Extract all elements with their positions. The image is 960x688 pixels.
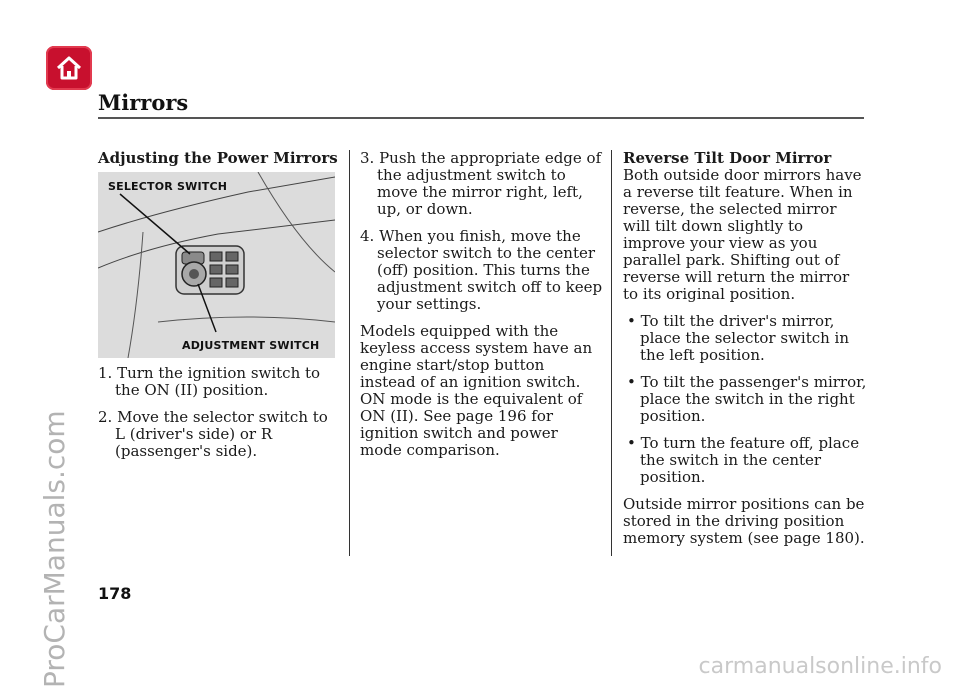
page-number: 178 xyxy=(98,584,132,603)
column-divider-1 xyxy=(349,150,350,556)
heading-adjusting-power-mirrors: Adjusting the Power Mirrors xyxy=(98,149,338,167)
mirror-switch-illustration xyxy=(98,172,335,358)
memory-system-note: Outside mirror positions can be stored in the driving position memory system (see page 180). xyxy=(623,495,865,547)
step-2: 2. Move the selector switch to L (driver's side) or R (passenger's side). xyxy=(98,408,328,460)
keyless-access-note: Models equipped with the keyless access system have an engine start/stop button instead of an ignition switch. ON mode is the equivalent of ON (II). See page 196 for ignition switch and power mode comparison. xyxy=(360,322,593,459)
selector-switch-label: SELECTOR SWITCH xyxy=(108,180,228,193)
step-4: 4. When you finish, move the selector switch to the center (off) position. This turns the adjustment switch off to keep your settings. xyxy=(360,227,603,313)
reverse-tilt-intro: Both outside door mirrors have a reverse tilt feature. When in reverse, the selected mirror will tilt down slightly to improve your view as you parallel park. Shifting out of reverse will return the mirror to its original position. xyxy=(623,166,862,303)
column-divider-2 xyxy=(611,150,612,556)
column-2 xyxy=(360,150,604,469)
heading-reverse-tilt: Reverse Tilt Door Mirror xyxy=(623,149,832,167)
column-1-steps xyxy=(98,365,338,470)
bullet-driver-mirror: • To tilt the driver's mirror, place the selector switch in the left position. xyxy=(627,312,850,364)
adjustment-switch-label: ADJUSTMENT SWITCH xyxy=(182,339,320,352)
watermark-procarmanuals: ProCarManuals.com xyxy=(38,410,71,688)
home-button[interactable] xyxy=(46,46,92,90)
title-divider xyxy=(98,117,864,119)
bullet-feature-off: • To turn the feature off, place the switch in the center position. xyxy=(627,434,860,486)
section-title: Mirrors xyxy=(98,90,189,115)
step-3: 3. Push the appropriate edge of the adjustment switch to move the mirror right, left, up, or down. xyxy=(360,149,602,218)
step-1: 1. Turn the ignition switch to the ON (II) position. xyxy=(98,364,321,399)
bullet-passenger-mirror: • To tilt the passenger's mirror, place the switch in the right position. xyxy=(627,373,867,425)
watermark-carmanualsonline: carmanualsonline.info xyxy=(698,654,942,679)
home-icon xyxy=(55,54,83,82)
column-3 xyxy=(623,150,867,557)
switch-panel-drawing xyxy=(98,172,335,358)
